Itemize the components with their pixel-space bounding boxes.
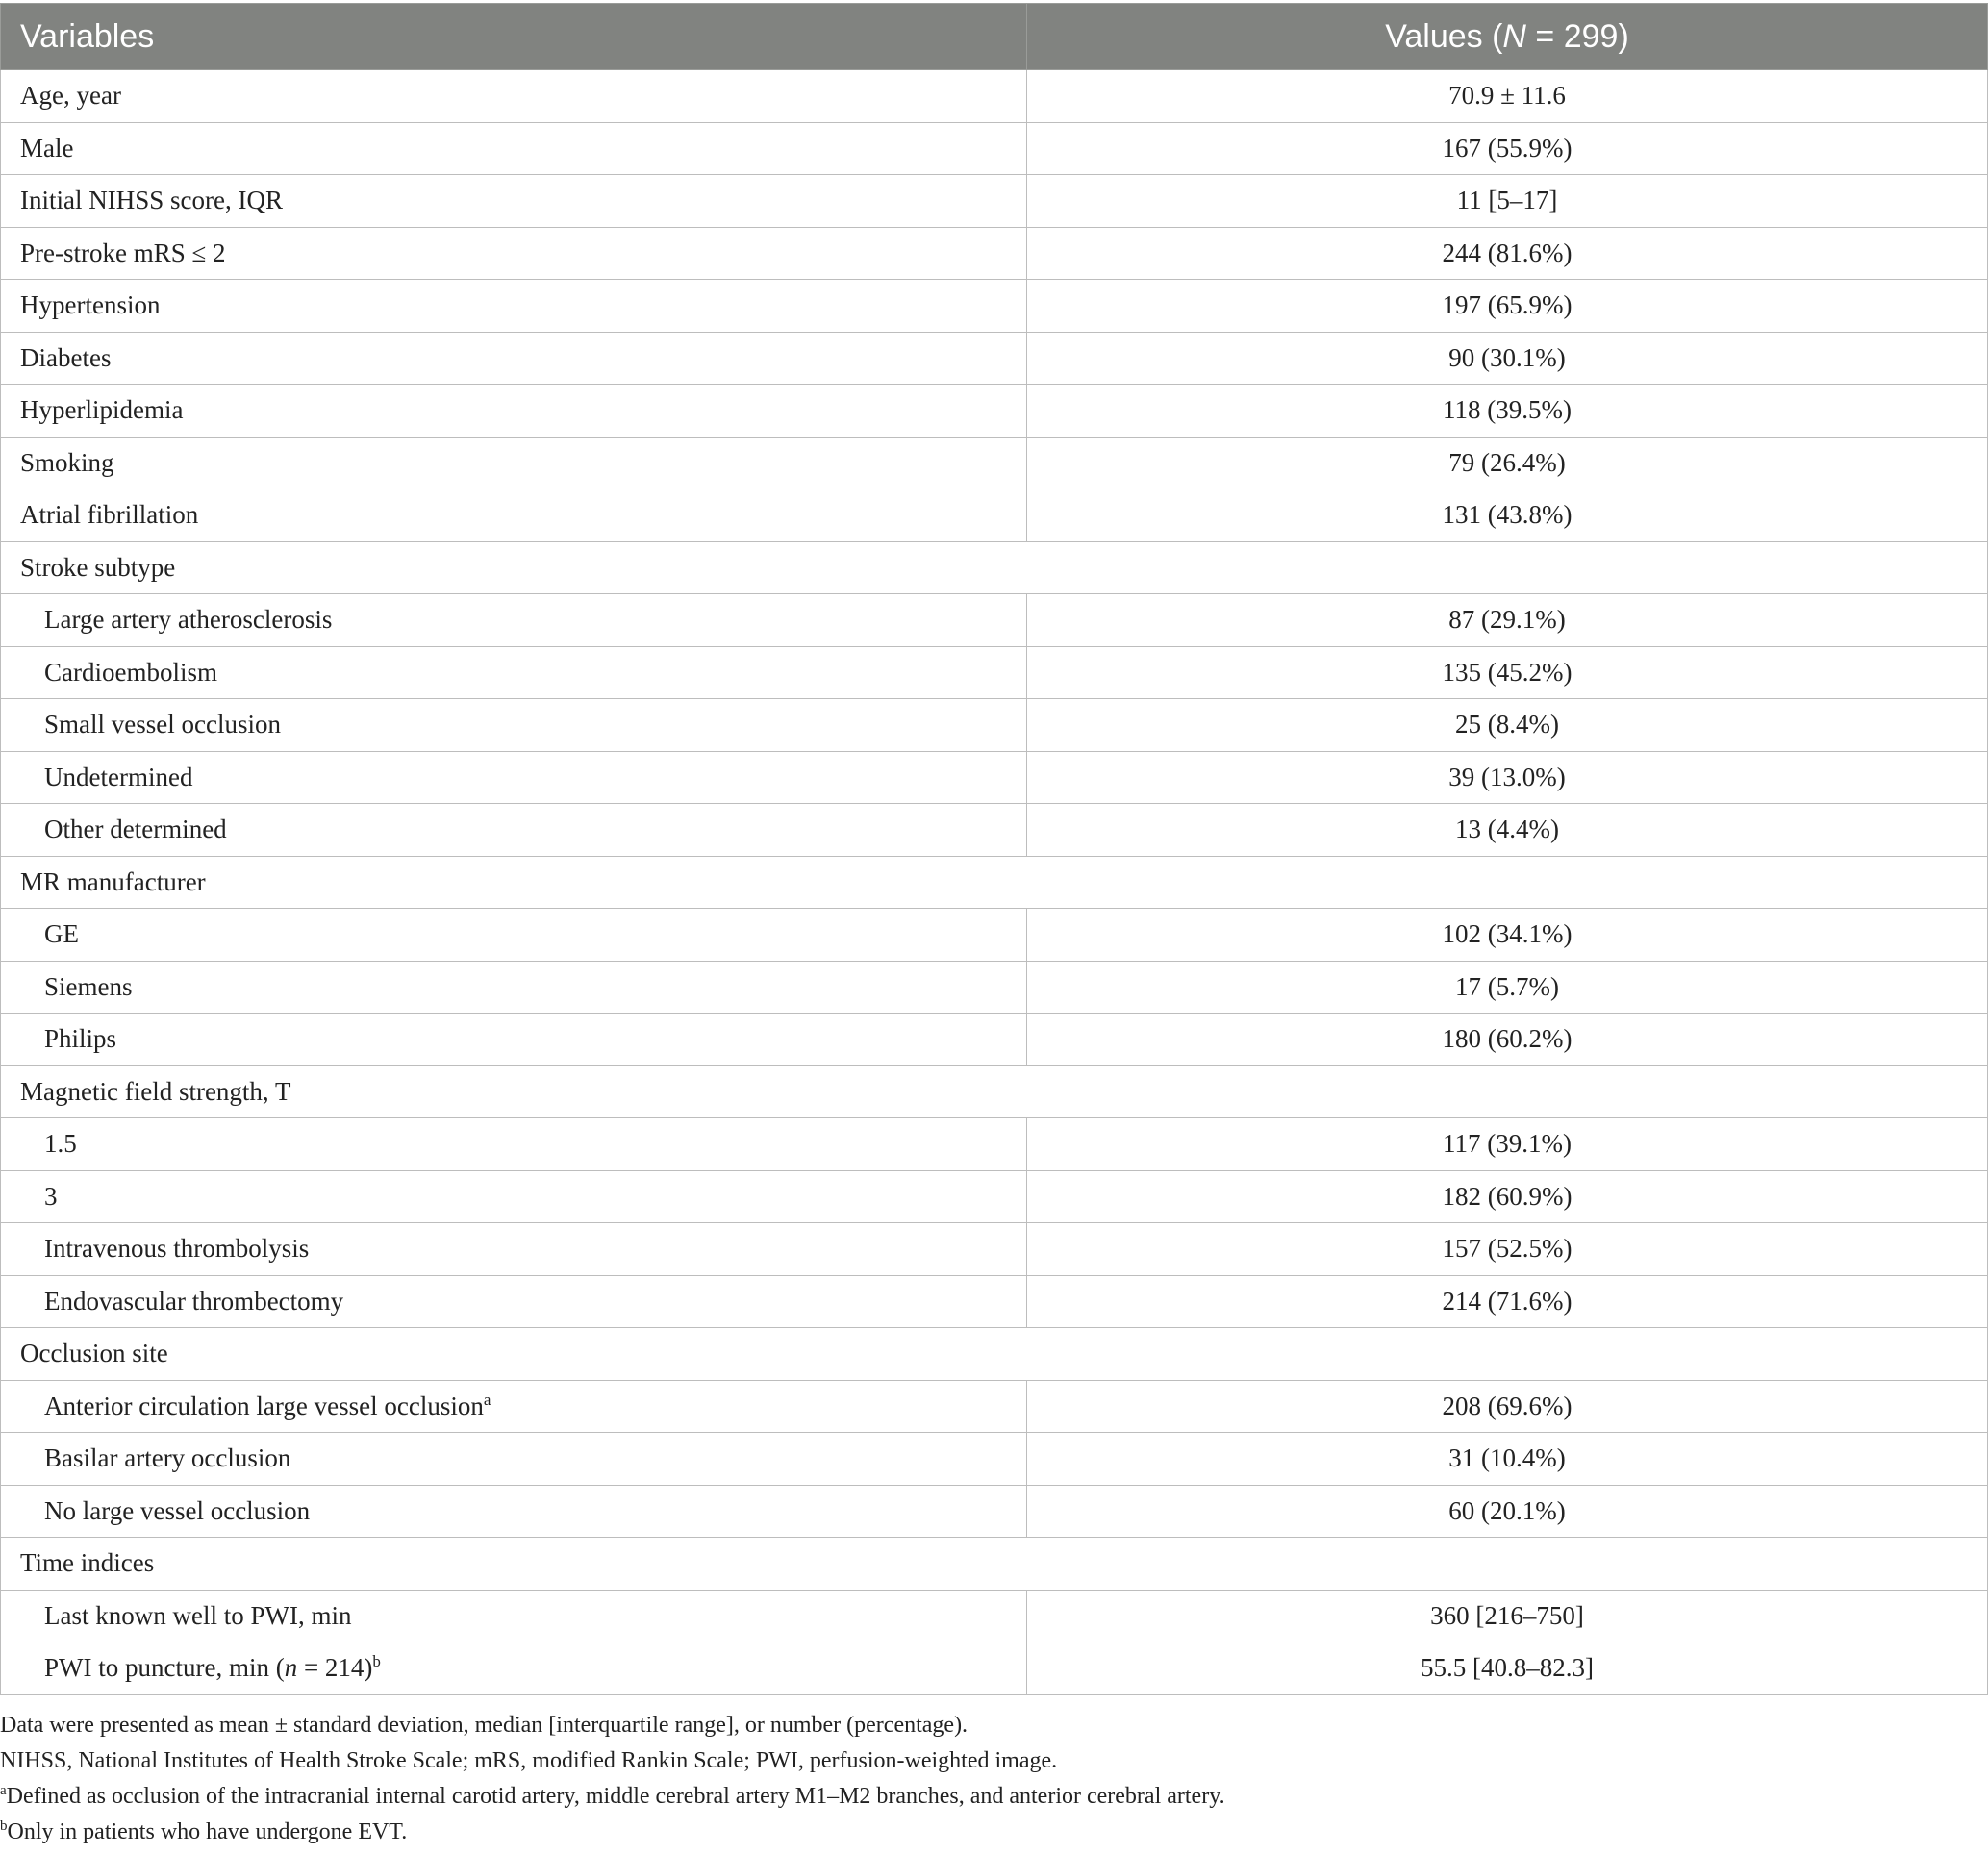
header-row — [1, 4, 1988, 70]
row-label: Large artery atherosclerosis — [1, 594, 1027, 647]
row-label-suffix: = 214) — [297, 1653, 373, 1683]
row-label: Male — [1, 122, 1027, 175]
section-label-time-indices: Time indices — [1, 1538, 1988, 1591]
row-label: Atrial fibrillation — [1, 489, 1027, 542]
table-row — [1, 1642, 1988, 1695]
table-row — [1, 1170, 1988, 1223]
row-value: 11 [5–17] — [1027, 175, 1988, 228]
table-footnotes — [0, 1708, 1981, 1850]
table-row — [1, 646, 1988, 699]
row-label: Siemens — [1, 961, 1027, 1014]
table-row — [1, 1223, 1988, 1276]
row-label — [1, 1380, 1027, 1433]
row-value: 87 (29.1%) — [1027, 594, 1988, 647]
row-value: 117 (39.1%) — [1027, 1118, 1988, 1171]
table-row — [1, 1433, 1988, 1486]
footnote-a-text: Defined as occlusion of the intracranial internal carotid artery, middle cerebral artery M1–M2 branches, and anterior cerebral artery. — [6, 1784, 1225, 1809]
section-label-mr-manufacturer: MR manufacturer — [1, 856, 1988, 909]
row-label-prefix: PWI to puncture, min ( — [44, 1653, 285, 1683]
row-label: Diabetes — [1, 332, 1027, 385]
row-value: 118 (39.5%) — [1027, 385, 1988, 438]
table-header — [1, 4, 1988, 70]
row-value: 214 (71.6%) — [1027, 1275, 1988, 1328]
row-label: Basilar artery occlusion — [1, 1433, 1027, 1486]
section-row — [1, 1538, 1988, 1591]
row-label: Last known well to PWI, min — [1, 1590, 1027, 1642]
header-values-prefix: Values ( — [1385, 17, 1503, 55]
table-row — [1, 909, 1988, 962]
table-row — [1, 332, 1988, 385]
row-label: Endovascular thrombectomy — [1, 1275, 1027, 1328]
row-label: 3 — [1, 1170, 1027, 1223]
section-label-magnetic-field: Magnetic field strength, T — [1, 1065, 1988, 1118]
footnote-data-presentation: Data were presented as mean ± standard deviation, median [interquartile range], or number (percentage). — [0, 1713, 969, 1738]
row-value: 131 (43.8%) — [1027, 489, 1988, 542]
row-label: Initial NIHSS score, IQR — [1, 175, 1027, 228]
table-row — [1, 751, 1988, 804]
table-row — [1, 280, 1988, 333]
table-row — [1, 1485, 1988, 1538]
footnote-abbreviations: NIHSS, National Institutes of Health Stroke Scale; mRS, modified Rankin Scale; PWI, perfusion-weighted image. — [0, 1748, 1058, 1773]
table-row — [1, 489, 1988, 542]
row-value: 157 (52.5%) — [1027, 1223, 1988, 1276]
row-value: 244 (81.6%) — [1027, 227, 1988, 280]
row-value: 90 (30.1%) — [1027, 332, 1988, 385]
footnote-b-marker: b — [0, 1818, 8, 1834]
footnote-a-marker: a — [0, 1783, 7, 1798]
section-row — [1, 1065, 1988, 1118]
section-row — [1, 856, 1988, 909]
footnote-b-text: Only in patients who have undergone EVT. — [7, 1819, 408, 1844]
header-values — [1027, 4, 1988, 70]
table-row — [1, 1118, 1988, 1171]
footnote-marker-b: b — [372, 1652, 381, 1671]
footnote-b — [0, 1815, 1981, 1850]
table-body — [1, 70, 1988, 1695]
table-row — [1, 594, 1988, 647]
header-values-n: N — [1502, 17, 1526, 55]
row-value: 13 (4.4%) — [1027, 804, 1988, 857]
row-value: 70.9 ± 11.6 — [1027, 70, 1988, 123]
section-label-stroke-subtype: Stroke subtype — [1, 541, 1988, 594]
row-value: 55.5 [40.8–82.3] — [1027, 1642, 1988, 1695]
footnote-marker-a: a — [483, 1390, 491, 1409]
row-label: Smoking — [1, 437, 1027, 489]
row-value: 31 (10.4%) — [1027, 1433, 1988, 1486]
row-value: 25 (8.4%) — [1027, 699, 1988, 752]
section-row — [1, 541, 1988, 594]
section-row — [1, 1328, 1988, 1381]
row-value: 167 (55.9%) — [1027, 122, 1988, 175]
table-row — [1, 175, 1988, 228]
row-label: 1.5 — [1, 1118, 1027, 1171]
table-row — [1, 227, 1988, 280]
row-value: 360 [216–750] — [1027, 1590, 1988, 1642]
row-value: 39 (13.0%) — [1027, 751, 1988, 804]
baseline-characteristics-table-container — [0, 3, 1987, 1695]
table-row — [1, 1014, 1988, 1066]
row-label-text: Anterior circulation large vessel occlusion — [44, 1391, 484, 1420]
row-label: Hypertension — [1, 280, 1027, 333]
footnote-a — [0, 1779, 1981, 1815]
row-label: Cardioembolism — [1, 646, 1027, 699]
header-variables: Variables — [1, 4, 1027, 70]
row-value: 17 (5.7%) — [1027, 961, 1988, 1014]
row-value: 180 (60.2%) — [1027, 1014, 1988, 1066]
table-row — [1, 961, 1988, 1014]
header-values-suffix: = 299) — [1525, 17, 1629, 55]
row-value: 135 (45.2%) — [1027, 646, 1988, 699]
row-value: 197 (65.9%) — [1027, 280, 1988, 333]
row-label: No large vessel occlusion — [1, 1485, 1027, 1538]
row-value: 102 (34.1%) — [1027, 909, 1988, 962]
table-row — [1, 1380, 1988, 1433]
table-row — [1, 1590, 1988, 1642]
row-label: Intravenous thrombolysis — [1, 1223, 1027, 1276]
row-label-italic-n: n — [284, 1653, 298, 1683]
table-row — [1, 1275, 1988, 1328]
row-label: Undetermined — [1, 751, 1027, 804]
row-label: Philips — [1, 1014, 1027, 1066]
row-value: 208 (69.6%) — [1027, 1380, 1988, 1433]
table-row — [1, 385, 1988, 438]
table-row — [1, 699, 1988, 752]
row-label: Hyperlipidemia — [1, 385, 1027, 438]
row-label: Other determined — [1, 804, 1027, 857]
baseline-characteristics-table — [0, 3, 1988, 1695]
row-value: 60 (20.1%) — [1027, 1485, 1988, 1538]
row-label: Age, year — [1, 70, 1027, 123]
section-label-occlusion-site: Occlusion site — [1, 1328, 1988, 1381]
table-row — [1, 70, 1988, 123]
row-label: Small vessel occlusion — [1, 699, 1027, 752]
table-row — [1, 122, 1988, 175]
table-row — [1, 804, 1988, 857]
row-label: Pre-stroke mRS ≤ 2 — [1, 227, 1027, 280]
row-value: 182 (60.9%) — [1027, 1170, 1988, 1223]
table-row — [1, 437, 1988, 489]
row-label — [1, 1642, 1027, 1695]
row-label: GE — [1, 909, 1027, 962]
row-value: 79 (26.4%) — [1027, 437, 1988, 489]
